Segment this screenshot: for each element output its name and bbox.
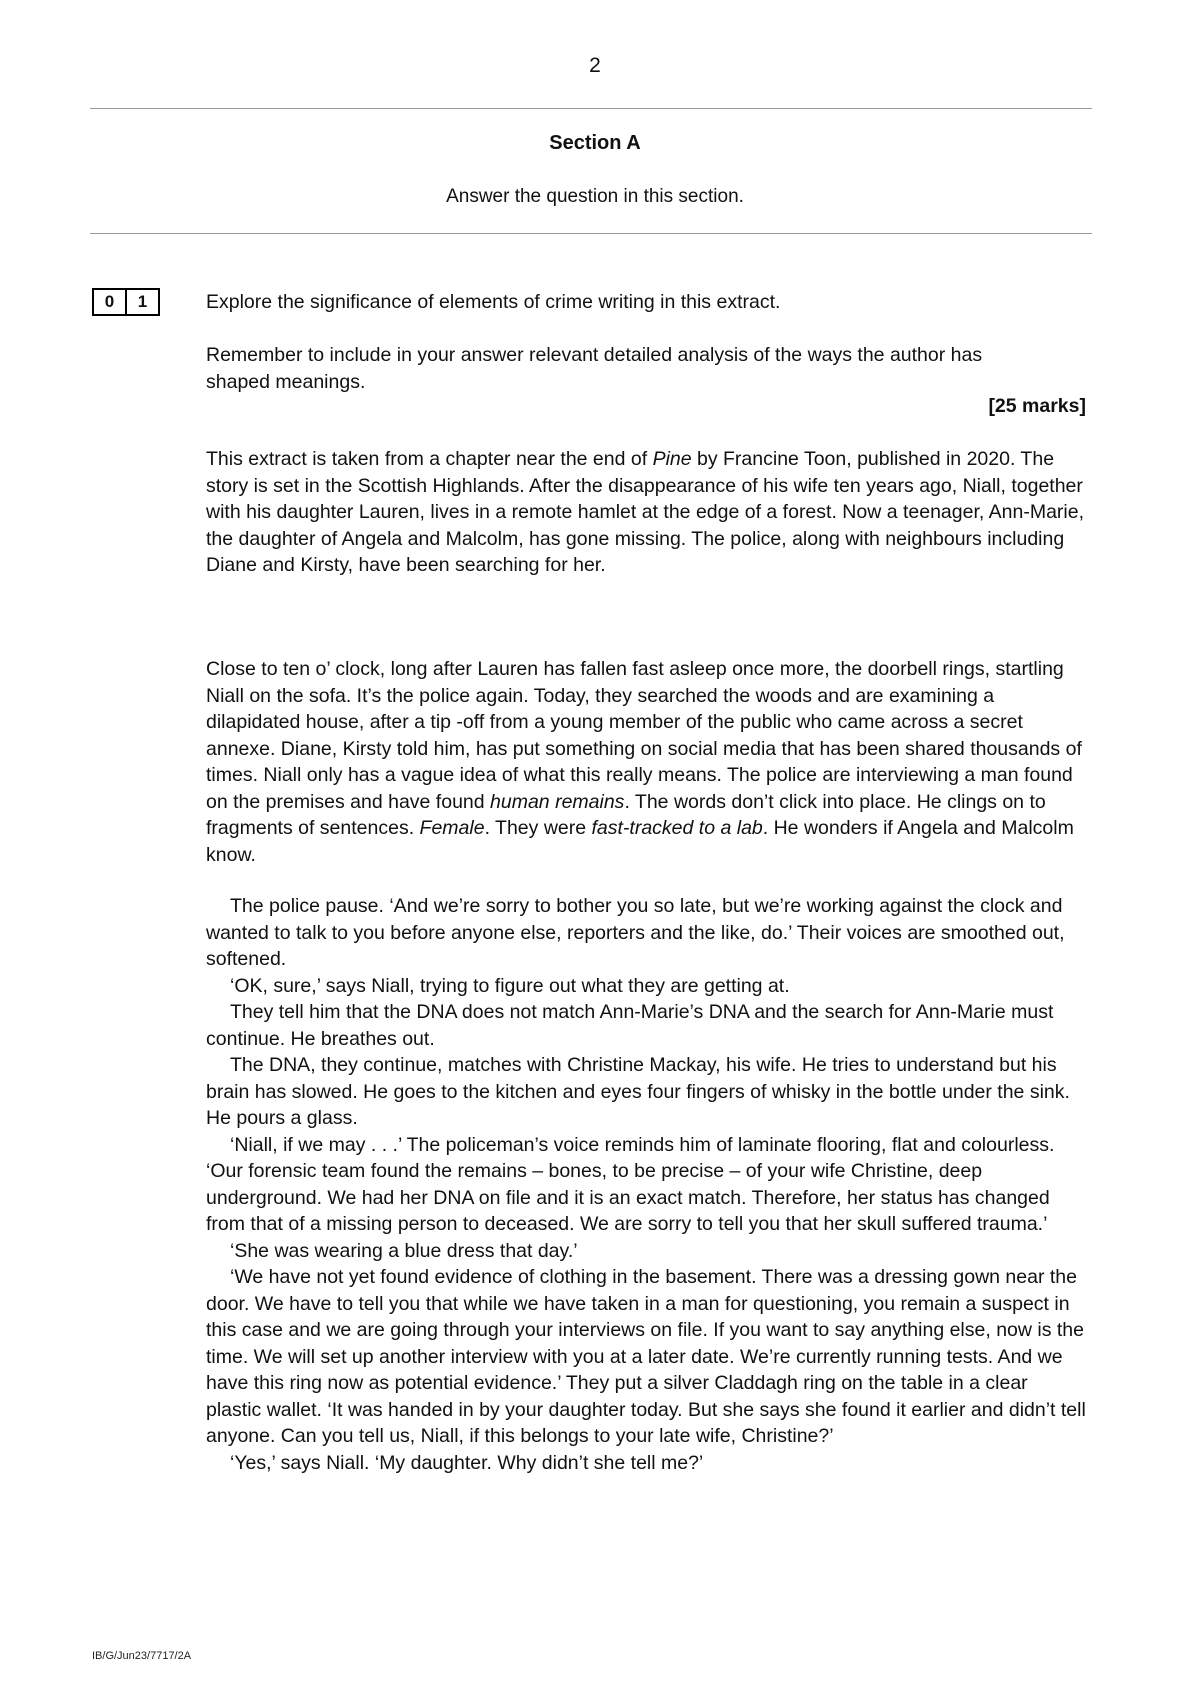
extract-text: . The words don’t click into place. He clings on to fragments of sentences. [206,790,1046,839]
section-instruction: Answer the question in this section. [446,186,744,207]
extract-text: . He wonders if Angela and Malcolm know. [206,817,1074,866]
dialogue-paragraph: The DNA, they continue, matches with Christine Mackay, his wife. He tries to understand but his brain has slowed. He goes to the kitchen and eyes four fingers of whisky in the bottle under the sink. He pours a glass. [206,1054,1070,1129]
page-number: 2 [589,54,601,77]
extract-dialogue [206,893,1086,1476]
intro-text-2: by Francine Toon, published in 2020. The story is set in the Scottish Highlands. After the disappearance of his wife ten years ago, Niall, together with his daughter Lauren, lives in a remote hamlet at the edge of a forest. Now a teenager, Ann-Marie, the daughter of Angela and Malcolm, has gone missing. The police, along with neighbours including Diane and Kirsty, have been searching for her. [206,448,1085,576]
question-reminder: Remember to include in your answer relevant detailed analysis of the ways the author has shaped meanings. [206,344,983,393]
extract-text: . They were [484,817,592,839]
extract-paragraph-1 [206,656,1086,868]
extract-italic: Female [419,817,485,839]
extract-text: Close to ten o’ clock, long after Lauren has fallen fast asleep once more, the doorbell rings, startling Niall on the sofa. It’s the police again. Today, they searched the woods and are examining a dilapidated house, after a tip -off from a young member of the public who came across a secret annexe. Diane, Kirsty told him, has put something on social media that has been shared thousands of times. Niall only has a vague idea of what this really means. The police are interviewing a man found on the premises and have found [206,658,1082,813]
dialogue-paragraph: They tell him that the DNA does not match Ann-Marie’s DNA and the search for Ann-Marie must continue. He breathes out. [206,1001,1054,1050]
dialogue-paragraph: ‘Niall, if we may . . .’ The policeman’s voice reminds him of laminate flooring, flat and colourless. ‘Our forensic team found the remains – bones, to be precise – of your wife Christine, deep underground. We had her DNA on file and it is an exact match. Therefore, her status has changed from that of a missing person to deceased. We are sorry to tell you that her skull suffered trauma.’ [206,1133,1055,1235]
extract-italic: human remains [490,790,625,813]
dialogue-paragraph: ‘OK, sure,’ says Niall, trying to figure out what they are getting at. [230,974,790,997]
question-number-digit-2: 1 [125,290,158,314]
extract-italic: fast-tracked to a lab [591,817,763,839]
question-number-digit-1: 0 [104,292,115,311]
question-number-box [92,288,160,316]
top-divider [90,108,1092,109]
dialogue-paragraph: ‘We have not yet found evidence of clothing in the basement. There was a dressing gown near the door. We have to tell you that while we have taken in a man for questioning, you remain a suspect in this case and we are going through your interviews on file. If you want to say anything else, now is the time. We will set up another interview with you at a later date. We’re currently running tests. And we have this ring now as potential evidence.’ They put a silver Claddagh ring on the table in a clear plastic wallet. ‘It was handed in by your daughter today. But she says she found it earlier and didn’t tell anyone. Can you tell us, Niall, if this belongs to your late wife, Christine?’ [206,1266,1086,1447]
extract-introduction [206,446,1086,579]
question-text: Explore the significance of elements of crime writing in this extract. [206,291,781,313]
bottom-divider [90,233,1092,234]
dialogue-paragraph: ‘She was wearing a blue dress that day.’ [230,1239,578,1262]
section-title: Section A [549,132,641,154]
book-title: Pine [652,448,692,470]
footer-code: IB/G/Jun23/7717/2A [92,1650,192,1662]
marks-label: [25 marks] [988,395,1086,417]
dialogue-paragraph: ‘Yes,’ says Niall. ‘My daughter. Why didn’t she tell me?’ [230,1451,704,1474]
intro-text-1: This extract is taken from a chapter near the end of [206,448,653,470]
dialogue-paragraph: The police pause. ‘And we’re sorry to bother you so late, but we’re working against the clock and wanted to talk to you before anyone else, reporters and the like, do.’ Their voices are smoothed out, softened. [206,895,1065,970]
